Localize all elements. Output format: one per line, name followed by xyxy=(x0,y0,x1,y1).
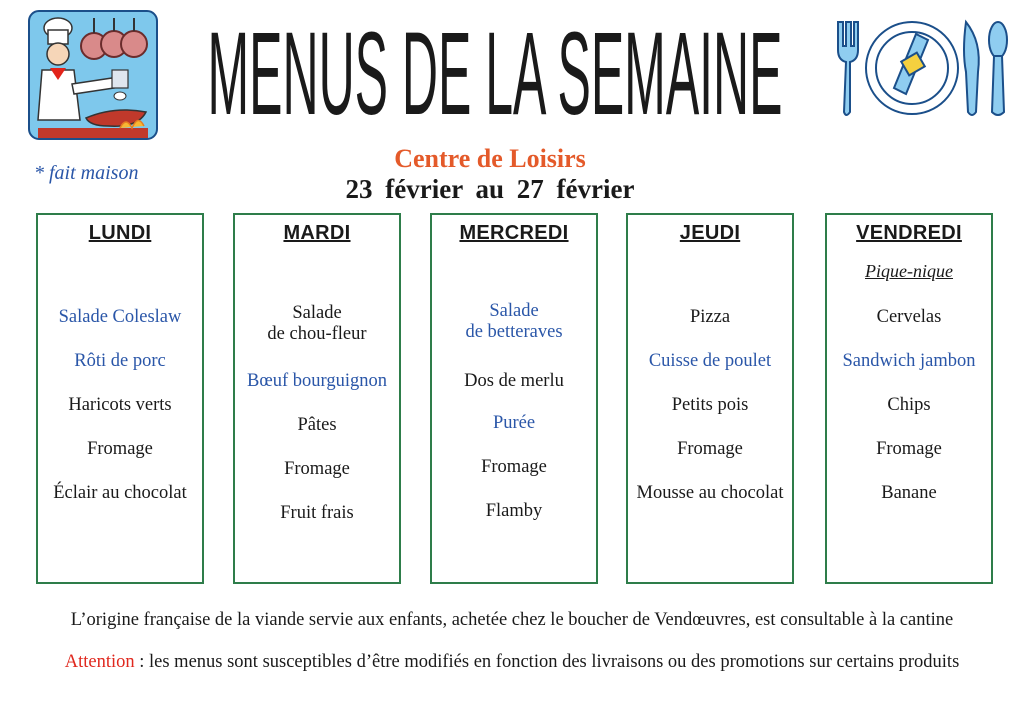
attention-note xyxy=(0,652,1024,673)
subtitle: Centre de Loisirs xyxy=(394,144,586,173)
menu-item: Salade de betteraves xyxy=(465,301,563,342)
menu-item: Fromage xyxy=(87,439,153,459)
day-heading: JEUDI xyxy=(679,222,741,244)
menu-item: Fromage xyxy=(481,457,547,477)
menu-item: Dos de merlu xyxy=(464,371,564,391)
menu-item: Cervelas xyxy=(876,307,942,327)
day-note: Pique-nique xyxy=(865,261,953,281)
day-heading: MERCREDI xyxy=(459,222,569,244)
menu-item: Fromage xyxy=(876,439,942,459)
menu-item: Chips xyxy=(887,395,931,415)
day-heading: VENDREDI xyxy=(856,222,962,244)
page-title-text: MENUS DE LA SEMAINE xyxy=(207,8,783,134)
menu-item: Fromage xyxy=(284,459,350,479)
attention-text: : les menus sont susceptibles d’être modifiés en fonction des livraisons ou des promotions sur certains produits xyxy=(134,652,960,672)
day-heading: MARDI xyxy=(283,222,351,244)
attention-label: Attention xyxy=(64,652,135,672)
chef-illustration xyxy=(28,10,158,140)
menu-item: Mousse au chocolat xyxy=(636,483,784,503)
day-column xyxy=(430,213,598,584)
menu-item: Petits pois xyxy=(671,395,749,415)
menu-item: Rôti de porc xyxy=(74,351,166,371)
day-heading: LUNDI xyxy=(88,222,152,244)
menu-item: Fromage xyxy=(677,439,743,459)
origin-note: L’origine française de la viande servie aux enfants, achetée chez le boucher de Vendœuvres, est consultable à la cantine xyxy=(70,610,954,630)
homemade-legend: * fait maison xyxy=(34,162,139,184)
day-column xyxy=(233,213,401,584)
menu-item: Bœuf bourguignon xyxy=(247,371,387,391)
menu-item: Banane xyxy=(881,483,937,503)
menu-item: Éclair au chocolat xyxy=(53,483,187,503)
menu-item: Purée xyxy=(492,413,536,433)
menu-item: Salade Coleslaw xyxy=(58,307,182,327)
menu-item: Cuisse de poulet xyxy=(648,351,772,371)
date-range: 23 février au 27 février xyxy=(345,174,635,204)
menu-item: Salade de chou-fleur xyxy=(267,303,367,344)
menu-item: Flamby xyxy=(485,501,543,521)
cutlery-plate-illustration xyxy=(832,12,1012,122)
menu-item: Haricots verts xyxy=(68,395,172,415)
day-column xyxy=(36,213,204,584)
page-title xyxy=(203,6,788,134)
menu-item: Pizza xyxy=(689,307,731,327)
day-column xyxy=(626,213,794,584)
day-column xyxy=(825,213,993,584)
menu-item: Pâtes xyxy=(297,415,337,435)
menu-item: Fruit frais xyxy=(280,503,354,523)
menu-item: Sandwich jambon xyxy=(842,351,976,371)
